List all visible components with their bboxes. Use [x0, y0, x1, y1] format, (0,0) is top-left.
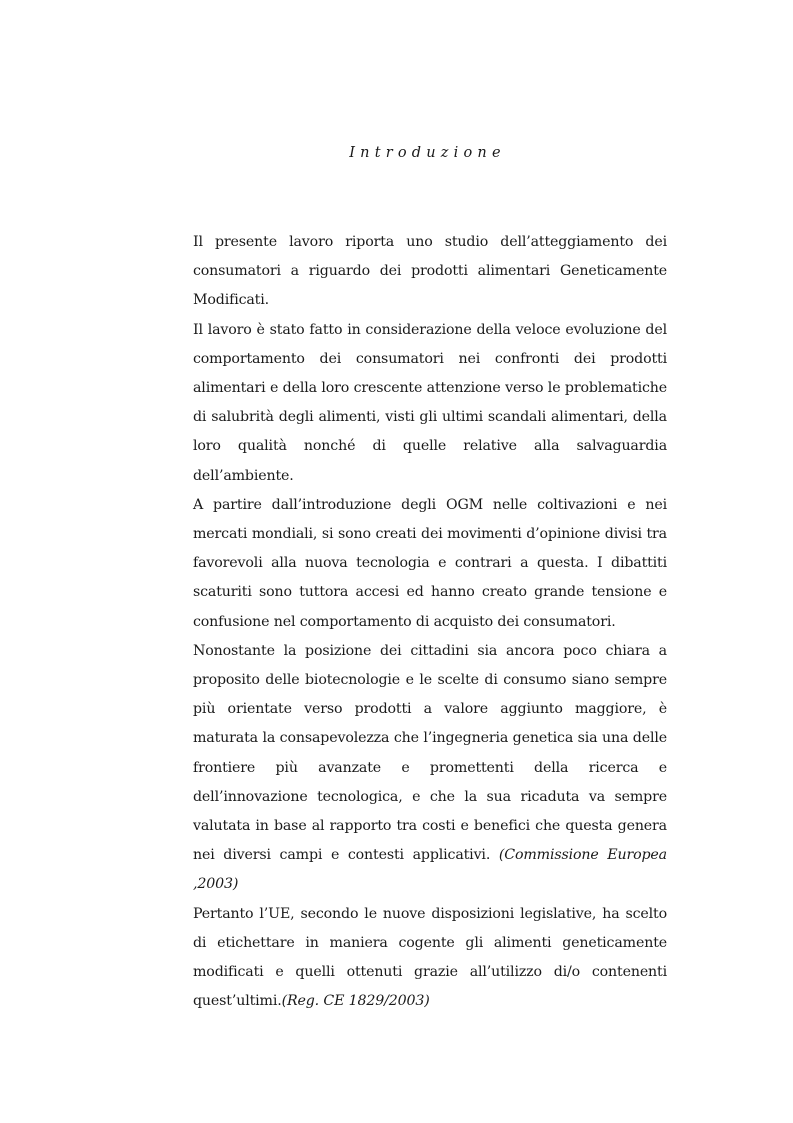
- paragraph-5-text: Pertanto l’UE, secondo le nuove disposizioni legislative, ha scelto di etichettare in maniera cogente gli alimenti geneticamente modificati e quelli ottenuti grazie all’utilizzo di/o contenenti quest’ultimi.: [193, 905, 667, 1010]
- page-title: Introduzione: [349, 145, 506, 161]
- paragraph-2: [193, 316, 667, 491]
- paragraph-3-text: A partire dall’introduzione degli OGM nelle coltivazioni e nei mercati mondiali, si sono creati dei movimenti d’opinione divisi tra favorevoli alla nuova tecnologia e contrari a questa. I dibattiti scaturiti sono tuttora accesi ed hanno creato grande tensione e confusione nel comportamento di acquisto dei consumatori.: [193, 496, 667, 630]
- paragraph-1: [193, 228, 667, 316]
- paragraph-4-citation: (Commissione Europea ,2003): [193, 847, 667, 893]
- paragraph-4: [193, 637, 667, 900]
- body-text: [193, 228, 667, 1016]
- paragraph-3: [193, 491, 667, 637]
- paragraph-5: [193, 900, 667, 1017]
- paragraph-1-text: Il presente lavoro riporta uno studio dell’atteggiamento dei consumatori a riguardo dei prodotti alimentari Geneticamente Modificati.: [193, 234, 667, 309]
- paragraph-5-citation: (Reg. CE 1829/2003): [281, 993, 430, 1010]
- paragraph-4-text: Nonostante la posizione dei cittadini sia ancora poco chiara a proposito delle biotecnologie e le scelte di consumo siano sempre più orientate verso prodotti a valore aggiunto maggiore, è maturata la consapevolezza che l’ingegneria genetica sia una delle frontiere più avanzate e promettenti della ricerca e dell’innovazione tecnologica, e che la sua ricaduta va sempre valutata in base al rapporto tra costi e benefici che questa genera nei diversi campi e contesti applicativi.: [193, 642, 667, 864]
- paragraph-2-text: Il lavoro è stato fatto in considerazione della veloce evoluzione del comportamento dei consumatori nei confronti dei prodotti alimentari e della loro crescente attenzione verso le problematiche di salubrità degli alimenti, visti gli ultimi scandali alimentari, della loro qualità nonché di quelle relative alla salvaguardia dell’ambiente.: [193, 321, 667, 484]
